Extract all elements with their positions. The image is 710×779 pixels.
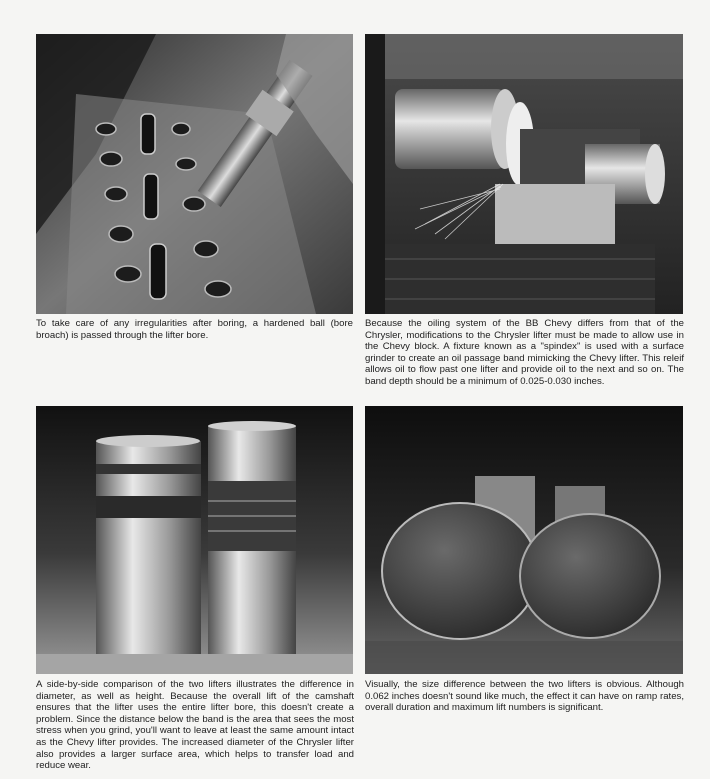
spindex-grinder-photo — [365, 34, 683, 314]
lifter-comparison-caption: A side-by-side comparison of the two lifters illustrates the difference in diameter, as well as height. Because the overall lift of the camshaft ensures that the lifter uses the entire lifter bore, this doesn't create a problem. Since the distance below the band is the area that sees the most stress when you grind, you'll want to leave at least the same amount intact as the Chevy lifter provides. The increased diameter of the Chrysler lifter also provides a larger surface area, which helps to transfer load and reduce wear. — [36, 679, 354, 772]
spindex-caption: Because the oiling system of the BB Chevy differs from that of the Chrysler, modifications to the Chrysler lifter must be made to allow use in the Chevy block. A fixture known as a "spindex" is used with a surface grinder to create an oil passage band mimicking the Chevy lifter. This releif allows oil to flow past one lifter and provide oil to the next and so on. The band depth should be a minimum of 0.025-0.030 inches. — [365, 318, 684, 387]
bore-broach-photo — [36, 34, 353, 314]
size-difference-caption: Visually, the size difference between the two lifters is obvious. Although 0.062 inches doesn't sound like much, the effect it can have on ramp rates, overall duration and maximum lift numbers is significant. — [365, 679, 684, 714]
lifters-top-view-photo — [365, 406, 683, 674]
bore-broach-caption: To take care of any irregularities after boring, a hardened ball (bore broach) is passed through the lifter bore. — [36, 318, 353, 341]
lifters-side-by-side-photo — [36, 406, 353, 674]
